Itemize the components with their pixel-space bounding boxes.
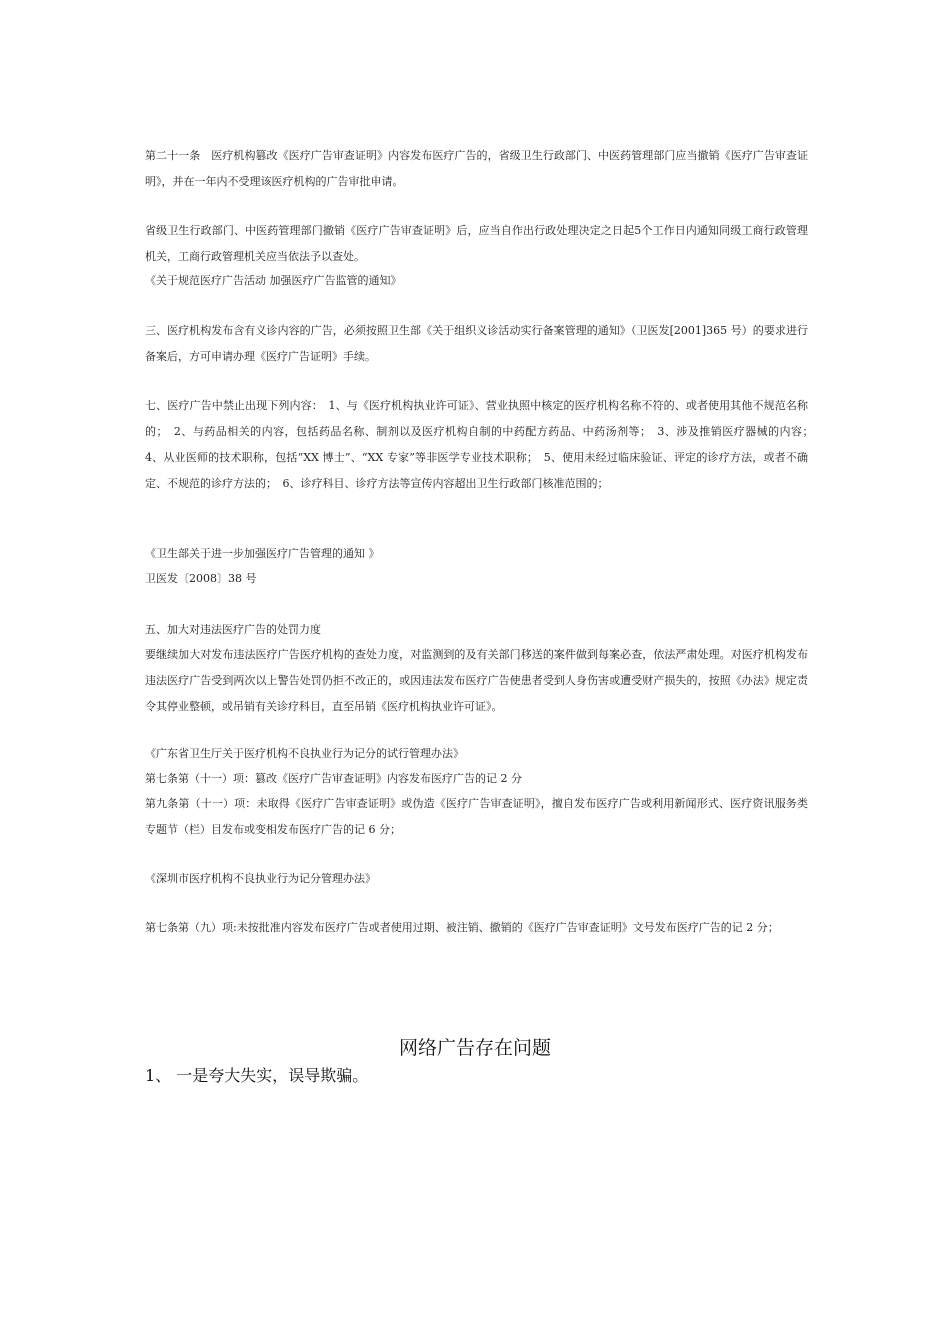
paragraph-guangdong-article-9: 第九条第（十一）项：未取得《医疗广告审查证明》或伪造《医疗广告审查证明》，擅自发布医疗广告或利用新闻形式、医疗资讯服务类专题节（栏）目发布或变相发布医疗广告的记 6 分；	[145, 797, 808, 836]
paragraph-revocation-notice: 省级卫生行政部门、中医药管理部门撤销《医疗广告审查证明》后，应当自作出行政处理决定之日起5个工作日内通知同级工商行政管理机关，工商行政管理机关应当依法予以查处。	[145, 224, 808, 263]
paragraph-item-3: 三、医疗机构发布含有义诊内容的广告，必须按照卫生部《关于组织义诊活动实行备案管理的通知》（卫医发[2001]365 号）的要求进行备案后，方可申请办理《医疗广告证明》手续。	[145, 324, 808, 363]
list-item: 1、 一是夸大失实，误导欺骗。	[145, 1066, 369, 1085]
paragraph-item-5-heading: 五、加大对违法医疗广告的处罚力度	[145, 623, 321, 636]
paragraph-shenzhen-article-7: 第七条第（九）项:未按批准内容发布医疗广告或者使用过期、被注销、撤销的《医疗广告审查证明》文号发布医疗广告的记 2 分；	[145, 921, 779, 934]
paragraph-guangdong-article-7: 第七条第（十一）项：篡改《医疗广告审查证明》内容发布医疗广告的记 2 分	[145, 772, 522, 785]
section-title: 网络广告存在问题	[398, 1037, 551, 1059]
paragraph-document-number: 卫医发〔2008〕38 号	[145, 572, 257, 585]
paragraph-guangdong-title: 《广东省卫生厅关于医疗机构不良执业行为记分的试行管理办法》	[145, 747, 464, 760]
paragraph-article-21: 第二十一条 医疗机构篡改《医疗广告审查证明》内容发布医疗广告的，省级卫生行政部门、中医药管理部门应当撤销《医疗广告审查证明》，并在一年内不受理该医疗机构的广告审批申请。	[145, 149, 808, 188]
paragraph-notice-title: 《关于规范医疗广告活动 加强医疗广告监管的通知》	[145, 274, 402, 287]
paragraph-shenzhen-title: 《深圳市医疗机构不良执业行为记分管理办法》	[145, 872, 376, 885]
paragraph-ministry-notice-title: 《卫生部关于进一步加强医疗广告管理的通知 》	[145, 547, 380, 560]
paragraph-item-7: 七、医疗广告中禁止出现下列内容： 1、与《医疗机构执业许可证》、营业执照中核定的医疗机构名称不符的、或者使用其他不规范名称的； 2、与药品相关的内容，包括药品名称、制剂以及医疗机构自制的中药配方药品、中药汤剂等； 3、涉及推销医疗器械的内容； 4、从业医师的技术职称，包括“XX 博士”、“XX 专家”等非医学专业技术职称； 5、使用未经过临床验证、评定的诊疗方法，或者不确定、不规范的诊疗方法的； 6、诊疗科目、诊疗方法等宣传内容超出卫生行政部门核准范围的；	[145, 399, 819, 490]
paragraph-item-5-body: 要继续加大对发布违法医疗广告医疗机构的查处力度，对监测到的及有关部门移送的案件做到每案必查，依法严肃处理。对医疗机构发布违法医疗广告受到两次以上警告处罚仍拒不改正的，或因违法发布医疗广告使患者受到人身伤害或遭受财产损失的，按照《办法》规定责令其停业整顿，或吊销有关诊疗科目，直至吊销《医疗机构执业许可证》。	[145, 648, 808, 713]
